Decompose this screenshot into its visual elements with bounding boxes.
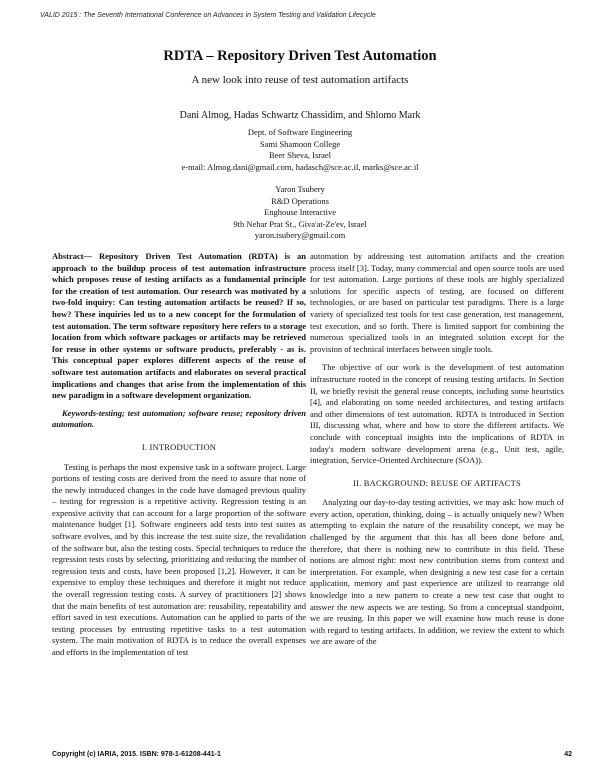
affiliation-email: yaron.tsubery@gmail.com [254, 230, 346, 241]
intro-paragraph-continued: automation by addressing test automation artifacts and the creation process itself [3]. Today, many commercial and open source tools are used for test automation. Large portions of these tools are highly specialized solutions for specific aspects of testing, are focused on different technologies, or are based on particular test paradigms. There is a large variety of specialized test tools for test case generation, test management, test execution, and so forth. There is limited support for combining the numerous specialized tools in an integrated solution except for the provision of technical interfaces between single tools. [310, 251, 564, 354]
affiliation-address: 9th Nehar Prat St., Giva'at-Ze'ev, Israel [233, 218, 367, 229]
page-number: 42 [564, 751, 572, 758]
left-column [52, 251, 306, 659]
affiliation-company: Enghouse Interactive [264, 207, 336, 218]
section-heading-background: II. BACKGROUND: REUSE OF ARTIFACTS [353, 477, 521, 488]
running-header: VALID 2015 : The Seventh International Conference on Advances in System Testing and Validation Lifecycle [40, 12, 376, 19]
affiliation-1 [40, 127, 560, 173]
footer-copyright: Copyright (c) IARIA, 2015. ISBN: 978-1-61208-441-1 [52, 751, 221, 758]
section-heading-introduction: I. INTRODUCTION [141, 441, 217, 452]
affiliation-city: Beer Sheva, Israel [268, 150, 332, 161]
paper-subtitle: A new look into reuse of test automation artifacts [191, 74, 409, 86]
abstract: Abstract— Repository Driven Test Automation (RDTA) is an approach to the buildup process of test automation infrastructure which proposes reuse of testing artifacts as a fundamental principle for the creation of test automation. Our research was motivated by a two-fold inquiry: Can testing automation artifacts be reused? If so, how? These inquiries led us to a new concept for the formulation of test automation. The term software repository here refers to a storage location from which software packages or artifacts may be retrieved for reuse in other systems or software products, preferably - as is. This conceptual paper explores different aspects of the reuse of software test automation artifacts and elaborates on several practical implications and changes that arise from the implementation of this new paradigm in a software development organization. [52, 251, 306, 401]
author-list: Dani Almog, Hadas Schwartz Chassidim, and Shlomo Mark [179, 110, 421, 121]
affiliation-email: e-mail: Almog.dani@gmail.com, hadasch@sce.ac.il, marks@sce.ac.il [181, 161, 419, 172]
affiliation-2 [40, 184, 560, 242]
intro-paragraph: Testing is perhaps the most expensive task in a software project. Large portions of testing costs are derived from the need to assure that none of the newly introduced changes in the code have damaged previous quality – testing for regression is a repetitive activity. Regression testing is an expensive activity that can account for a large proportion of the software maintenance budget [1]. Software engineers add tests into test suites as software evolves, and by this increase the test suite size, the revalidation of the software but, also the testing costs. Special techniques to reduce the regression tests costs by selecting, prioritizing and reducing the number of regression tests and costs, have been proposed [1,2]. However, it can be expensive to employ these techniques and therefore it might not reduce the overall regression testing costs. A survey of practitioners [2] shows that the main benefits of test automation are: reusability, repeatability and effort saved in test executions. Automation can be applied to parts of the testing processes by entrusting repetitive tasks to a test automation system. The main motivation of RDTA is to reduce the overall expenses and efforts in the implementation of test [52, 461, 306, 657]
keywords: Keywords-testing; test automation; software reuse; repository driven automation. [52, 407, 306, 430]
affiliation-unit: R&D Operations [271, 195, 329, 206]
objective-paragraph: The objective of our work is the development of test automation infrastructure rooted in the concept of reusing testing artifacts. In Section II, we briefly revisit the general reuse concepts, including some heuristics [4], and elaborating on some needed architectures, and testing artifacts and other dimensions of test automation. RDTA is introduced in Section III, discussing what, where and how to store the different artifacts. We conclude with conceptual insights into the implications of RDTA in today's modern software development arena (e.g., Unit test, agile, integration, Service-Oriented Architecture (SOA)). [310, 362, 564, 466]
background-paragraph: Analyzing our day-to-day testing activities, we may ask: how much of every action, operation, thinking, doing – is actually uniquely new? When attempting to explain the nature of the reusability concept, we may be challenged by the argument that this has all been done before and, therefore, that there is nothing new to contribute in this field. These notions are almost right: most new contribution stems from context and interpretation. For example, when designing a new test case for a certain application, memory and past experience are utilized to rearrange old knowledge into a new pattern to create a new test case that ought to answer the new aspects we are testing. So from a conceptual standpoint, we are reusing. In this paper we will examine how much reuse is done with regard to testing artifacts. In addition, we review the extent to which we are aware of the [310, 497, 564, 647]
right-column [310, 251, 564, 648]
title-block [40, 48, 560, 86]
affiliation-dept: Dept. of Software Engineering [247, 127, 353, 137]
author-name: Yaron Tsubery [275, 184, 325, 194]
paper-title: RDTA – Repository Driven Test Automation [163, 48, 437, 64]
affiliation-college: Sami Shamoon College [259, 138, 341, 149]
